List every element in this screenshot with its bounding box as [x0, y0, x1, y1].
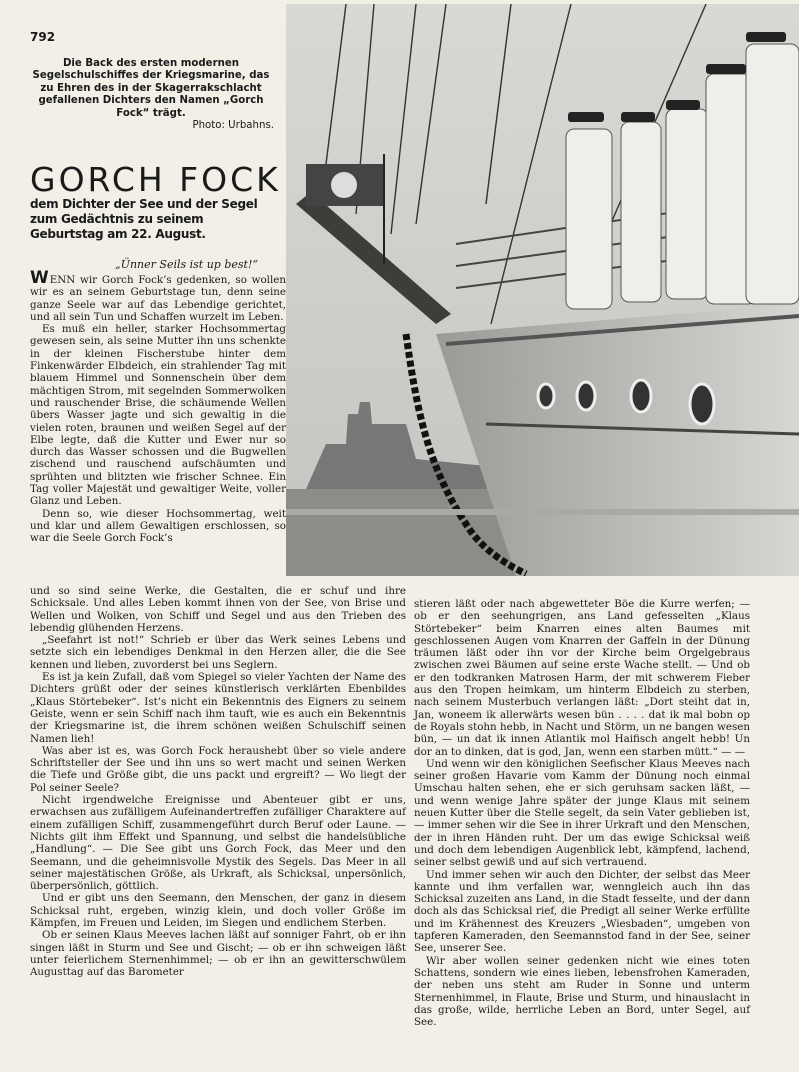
- right-column: [414, 598, 750, 1028]
- paragraph: Wir aber wollen seiner gedenken nicht wie eines toten Schattens, sondern wie eines lieben, lebensfrohen Kameraden, der neben uns steht am Ruder in Sonne und unterm Sternenhimmel, in Flaute, Brise und Sturm, und hinauslacht in das große, wilde, herrliche Leben an Bord, unter Segel, auf See.: [414, 954, 750, 1029]
- article-title: GORCH FOCK: [30, 160, 281, 199]
- paragraph: Und wenn wir den königlichen Seefischer Klaus Meeves nach seiner großen Havarie vom Kamm der Dünung noch einmal Umschau halten sehen, ehe er sich geruhsam sacken läßt, — und wenn wenige Jahre später der junge Klaus mit seinem neuen Kutter über die Stelle segelt, da sein Vater geblieben ist, — immer sehen wir die See in ihrer Urkraft und den Menschen, der in ihren Händen ruht. Der um das ewige Schicksal weiß und doch dem lebendigen Augenblick lebt, kämpfend, lachend, seiner selbst gewiß und auf sich vertrauend.: [414, 757, 750, 869]
- paragraph: Und immer sehen wir auch den Dichter, der selbst das Meer kannte und ihm verfallen war, wenngleich auch ihn das Schicksal zuzeiten ans Land, in die Stadt fesselte, und der dann doch als das Schicksal rief, die Predigt all seiner Werke erfüllte und im Krähennest des Kreuzers „Wiesbaden“, umgeben von tapferen Kameraden, den Seemannstod fand in der See, seiner See, unserer See.: [414, 868, 750, 955]
- paragraph: stieren läßt oder nach abgewetteter Böe die Kurre werfen; — ob er den seehungrigen, ans Land gefesselten „Klaus Störtebeker“ beim Knarren eines alten Baumes mit geschlossenen Augen vom Knarren der Gaffeln in der Dünung träumen läßt oder ihn vor der Kirche beim Orgelgebraus zwischen zwei Bäumen auf seine erste Wache stellt. — Und ob er den todkranken Matrosen Harm, der mit schwerem Fieber aus den Tropen heimkam, um hinterm Elbdeich zu sterben, nach seinem Musterbuch verlangen läßt: „Dort steiht dat in, Jan, woneem ik allerwärts wesen bün . . . . dat ik mal bobn op de Royals stohn hebb, in Nacht und Störm, un ne bangen wesen bün, — un dat ik innen Atlantik mol Haifisch angelt hebb! Un dor an to dinken, dat is god, Jan, wenn een starben mütt.“ — —: [414, 598, 750, 758]
- paragraph: und so sind seine Werke, die Gestalten, die er schuf und ihre Schicksale. Und alles Leben kommt ihnen von der See, von Brise und Wellen und Wolken, von Schiff und Segel und aus den Trieben des lebendig glühenden Herzens.: [30, 585, 406, 634]
- photo-caption: [28, 58, 274, 132]
- ship-photo: [286, 4, 799, 576]
- article-motto: „Ünner Seils ist up best!“: [115, 258, 258, 271]
- drop-cap: W: [30, 268, 49, 288]
- wide-column: [30, 585, 406, 979]
- paragraph: „Seefahrt ist not!“ Schrieb er über das Werk seines Lebens und setzte sich ein lebendiges Denkmal in den Herzen aller, die die See kennen und lieben, zuvorderst bei uns Seglern.: [30, 634, 406, 671]
- caption-text: Die Back des ersten modernen Segelschulschiffes der Kriegsmarine, das zu Ehren des in der Skagerrakschlacht gefallenen Dichters den Namen „Gorch Fock“ trägt.: [32, 58, 270, 119]
- left-column: [30, 268, 286, 545]
- ship-photo-drawing: [286, 4, 799, 576]
- paragraph: Was aber ist es, was Gorch Fock heraushebt über so viele andere Schriftsteller der See und ihn uns so wert macht und seinen Werken die Tiefe und Größe gibt, die uns packt und ergreift? — Wo liegt der Pol seiner Seele?: [30, 744, 406, 794]
- paragraph-text: ENN wir Gorch Fock’s gedenken, so wollen wir es an seinem Geburtstage tun, denn seine ganze Seele war auf das Lebendige gerichtet, und all sein Tun und Schaffen wurzelt im Leben.: [30, 274, 286, 323]
- paragraph: Und er gibt uns den Seemann, den Menschen, der ganz in diesem Schicksal ruht, ergeben, winzig klein, und doch voller Größe im Kämpfen, im Freuen und Leiden, im Siegen und endlichem Sterben.: [30, 892, 406, 930]
- paragraph: Nicht irgendwelche Ereignisse und Abenteuer gibt er uns, erwachsen aus zufälligem Aufeinandertreffen zufälliger Charaktere auf einem zufälligen Schiff, zusammengeführt durch Beruf oder Laune. — Nichts gilt ihm Effekt und Spannung, und selbst die handelsübliche „Handlung“. — Die See gibt uns Gorch Fock, das Meer und den Seemann, und die geheimnisvolle Mystik des Segels. Das Meer in all seiner majestätischen Größe, als Urkraft, als Schicksal, unpersönlich, überpersönlich, göttlich.: [30, 794, 406, 893]
- paragraph: Ob er seinen Klaus Meeves lachen läßt auf sonniger Fahrt, ob er ihn singen läßt in Sturm und See und Gischt; — ob er ihn schweigen läßt unter feierlichem Sternenhimmel; — ob er ihn an gewitterschwülem Augusttag auf das Barometer: [30, 929, 406, 979]
- photo-credit: Photo: Urbahns.: [192, 120, 274, 132]
- page-number: 792: [30, 30, 56, 44]
- paragraph: Es ist ja kein Zufall, daß vom Spiegel so vieler Yachten der Name des Dichters grüßt oder der seines künstlerisch verklärten Ebenbildes „Klaus Störtebeker“. Ist’s nicht ein Bekenntnis des Eigners zu seinem Geiste, wenn er sein Schiff nach ihm tauft, wie es auch ein Bekenntnis der Kriegsmarine ist, die ihrem schönen weißen Schulschiff seinen Namen lieh!: [30, 671, 406, 745]
- paragraph: Es muß ein heller, starker Hochsommertag gewesen sein, als seine Mutter ihn uns schenkte in der kleinen Fischerstube hinter dem Finkenwärder Elbdeich, ein strahlender Tag mit blauem Himmel und Sonnenschein über dem mächtigen Strom, mit segelnden Sommerwolken und rauschender Brise, die schäumende Wellen übers Wasser jagte und sich gewaltig in die vielen roten, braunen und weißen Segel auf der Elbe legte, daß die Kutter und Ewer nur so durch das Wasser schossen und die Bugwellen zischend und rauschend aufschäumten und sprühten und blitzten wie frischer Schnee. Ein Tag voller Majestät und gewaltiger Weite, voller Glanz und Leben.: [30, 323, 286, 508]
- article-subtitle: dem Dichter der See und der Segel zum Gedächtnis zu seinem Geburtstag am 22. August.: [30, 197, 258, 241]
- paragraph: [30, 268, 286, 323]
- paragraph: Denn so, wie dieser Hochsommertag, weit und klar und allem Gewaltigen erschlossen, so war die Seele Gorch Fock’s: [30, 507, 286, 545]
